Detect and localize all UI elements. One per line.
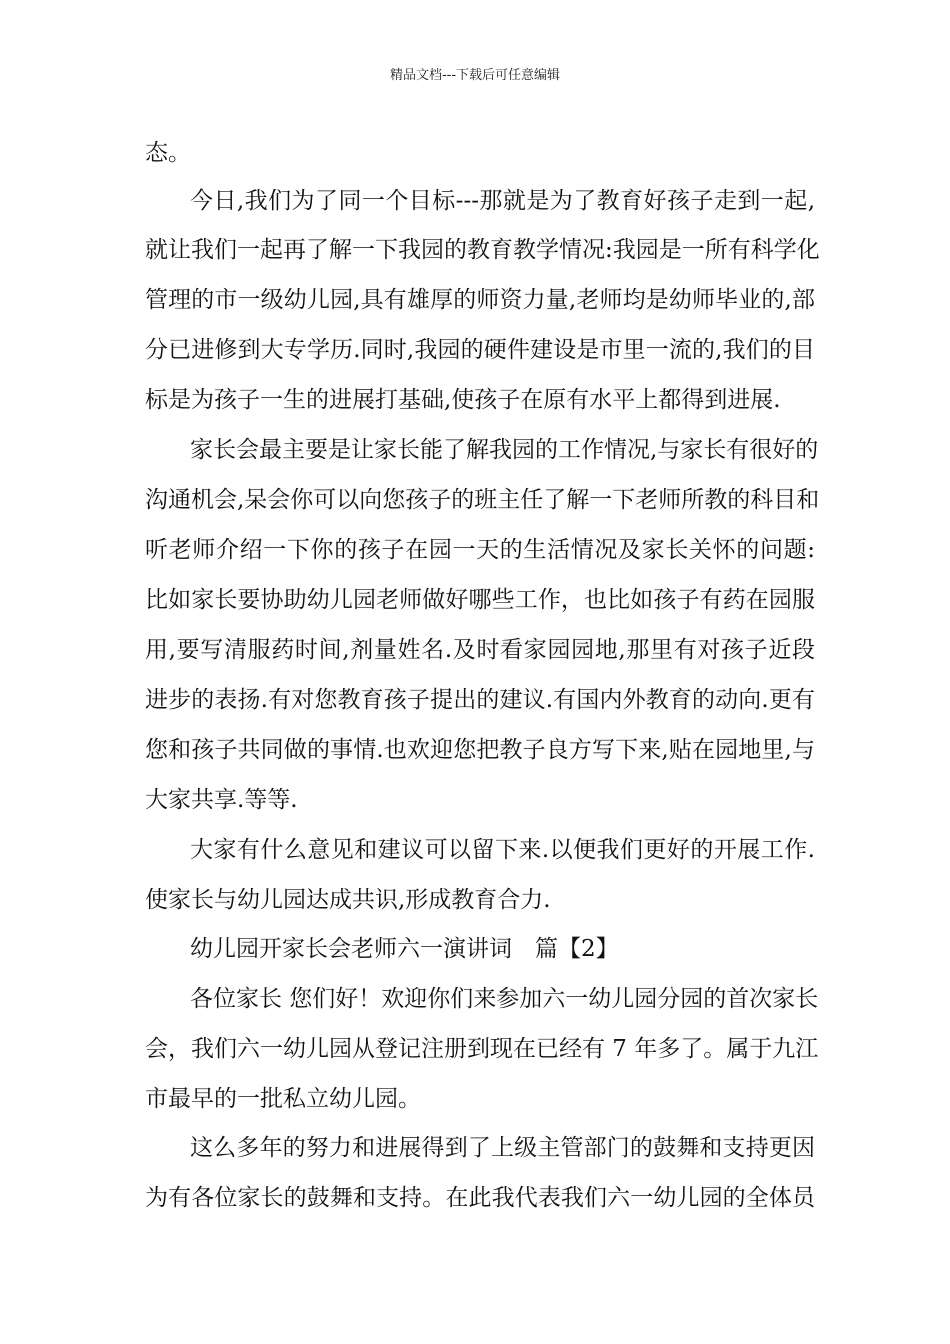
text-line: 为有各位家长的鼓舞和支持。在此我代表我们六一幼儿园的全体员 — [145, 1185, 815, 1211]
text-line: 沟通机会,呆会你可以向您孩子的班主任了解一下老师所教的科目和 — [145, 487, 820, 513]
text-line: 比如家长要协助幼儿园老师做好哪些工作，也比如孩子有药在园服 — [145, 587, 815, 613]
text-line: 管理的市一级幼儿园,具有雄厚的师资力量,老师均是幼师毕业的,部 — [145, 287, 815, 313]
text-line: 进步的表扬.有对您教育孩子提出的建议.有国内外教育的动向.更有 — [145, 687, 815, 713]
text-line: 用,要写清服药时间,剂量姓名.及时看家园园地,那里有对孩子近段 — [145, 637, 815, 663]
text-line: 会，我们六一幼儿园从登记注册到现在已经有 7 年多了。属于九江 — [145, 1036, 819, 1062]
text-line: 各位家长 您们好！欢迎你们来参加六一幼儿园分园的首次家长 — [190, 986, 819, 1012]
text-line: 标是为孩子一生的进展打基础,使孩子在原有水平上都得到进展. — [145, 387, 781, 413]
text-line: 大家共享.等等. — [145, 787, 298, 813]
text-line: 今日,我们为了同一个目标---那就是为了教育好孩子走到一起, — [190, 188, 815, 214]
text-line: 市最早的一批私立幼儿园。 — [145, 1086, 421, 1112]
text-line: 态。 — [145, 140, 191, 166]
text-line: 您和孩子共同做的事情.也欢迎您把教子良方写下来,贴在园地里,与 — [145, 737, 815, 763]
text-line: 大家有什么意见和建议可以留下来.以便我们更好的开展工作. — [190, 837, 815, 863]
text-line: 分已进修到大专学历.同时,我园的硬件建设是市里一流的,我们的目 — [145, 337, 815, 363]
section-heading: 幼儿园开家长会老师六一演讲词 篇【2】 — [190, 936, 619, 962]
page-header: 精品文档---下载后可任意编辑 — [389, 68, 561, 83]
text-line: 这么多年的努力和进展得到了上级主管部门的鼓舞和支持更因 — [190, 1135, 815, 1161]
text-line: 就让我们一起再了解一下我园的教育教学情况:我园是一所有科学化 — [145, 237, 820, 263]
text-line: 听老师介绍一下你的孩子在园一天的生活情况及家长关怀的问题: — [145, 537, 815, 563]
text-line: 使家长与幼儿园达成共识,形成教育合力. — [145, 887, 551, 913]
text-line: 家长会最主要是让家长能了解我园的工作情况,与家长有很好的 — [190, 437, 819, 463]
